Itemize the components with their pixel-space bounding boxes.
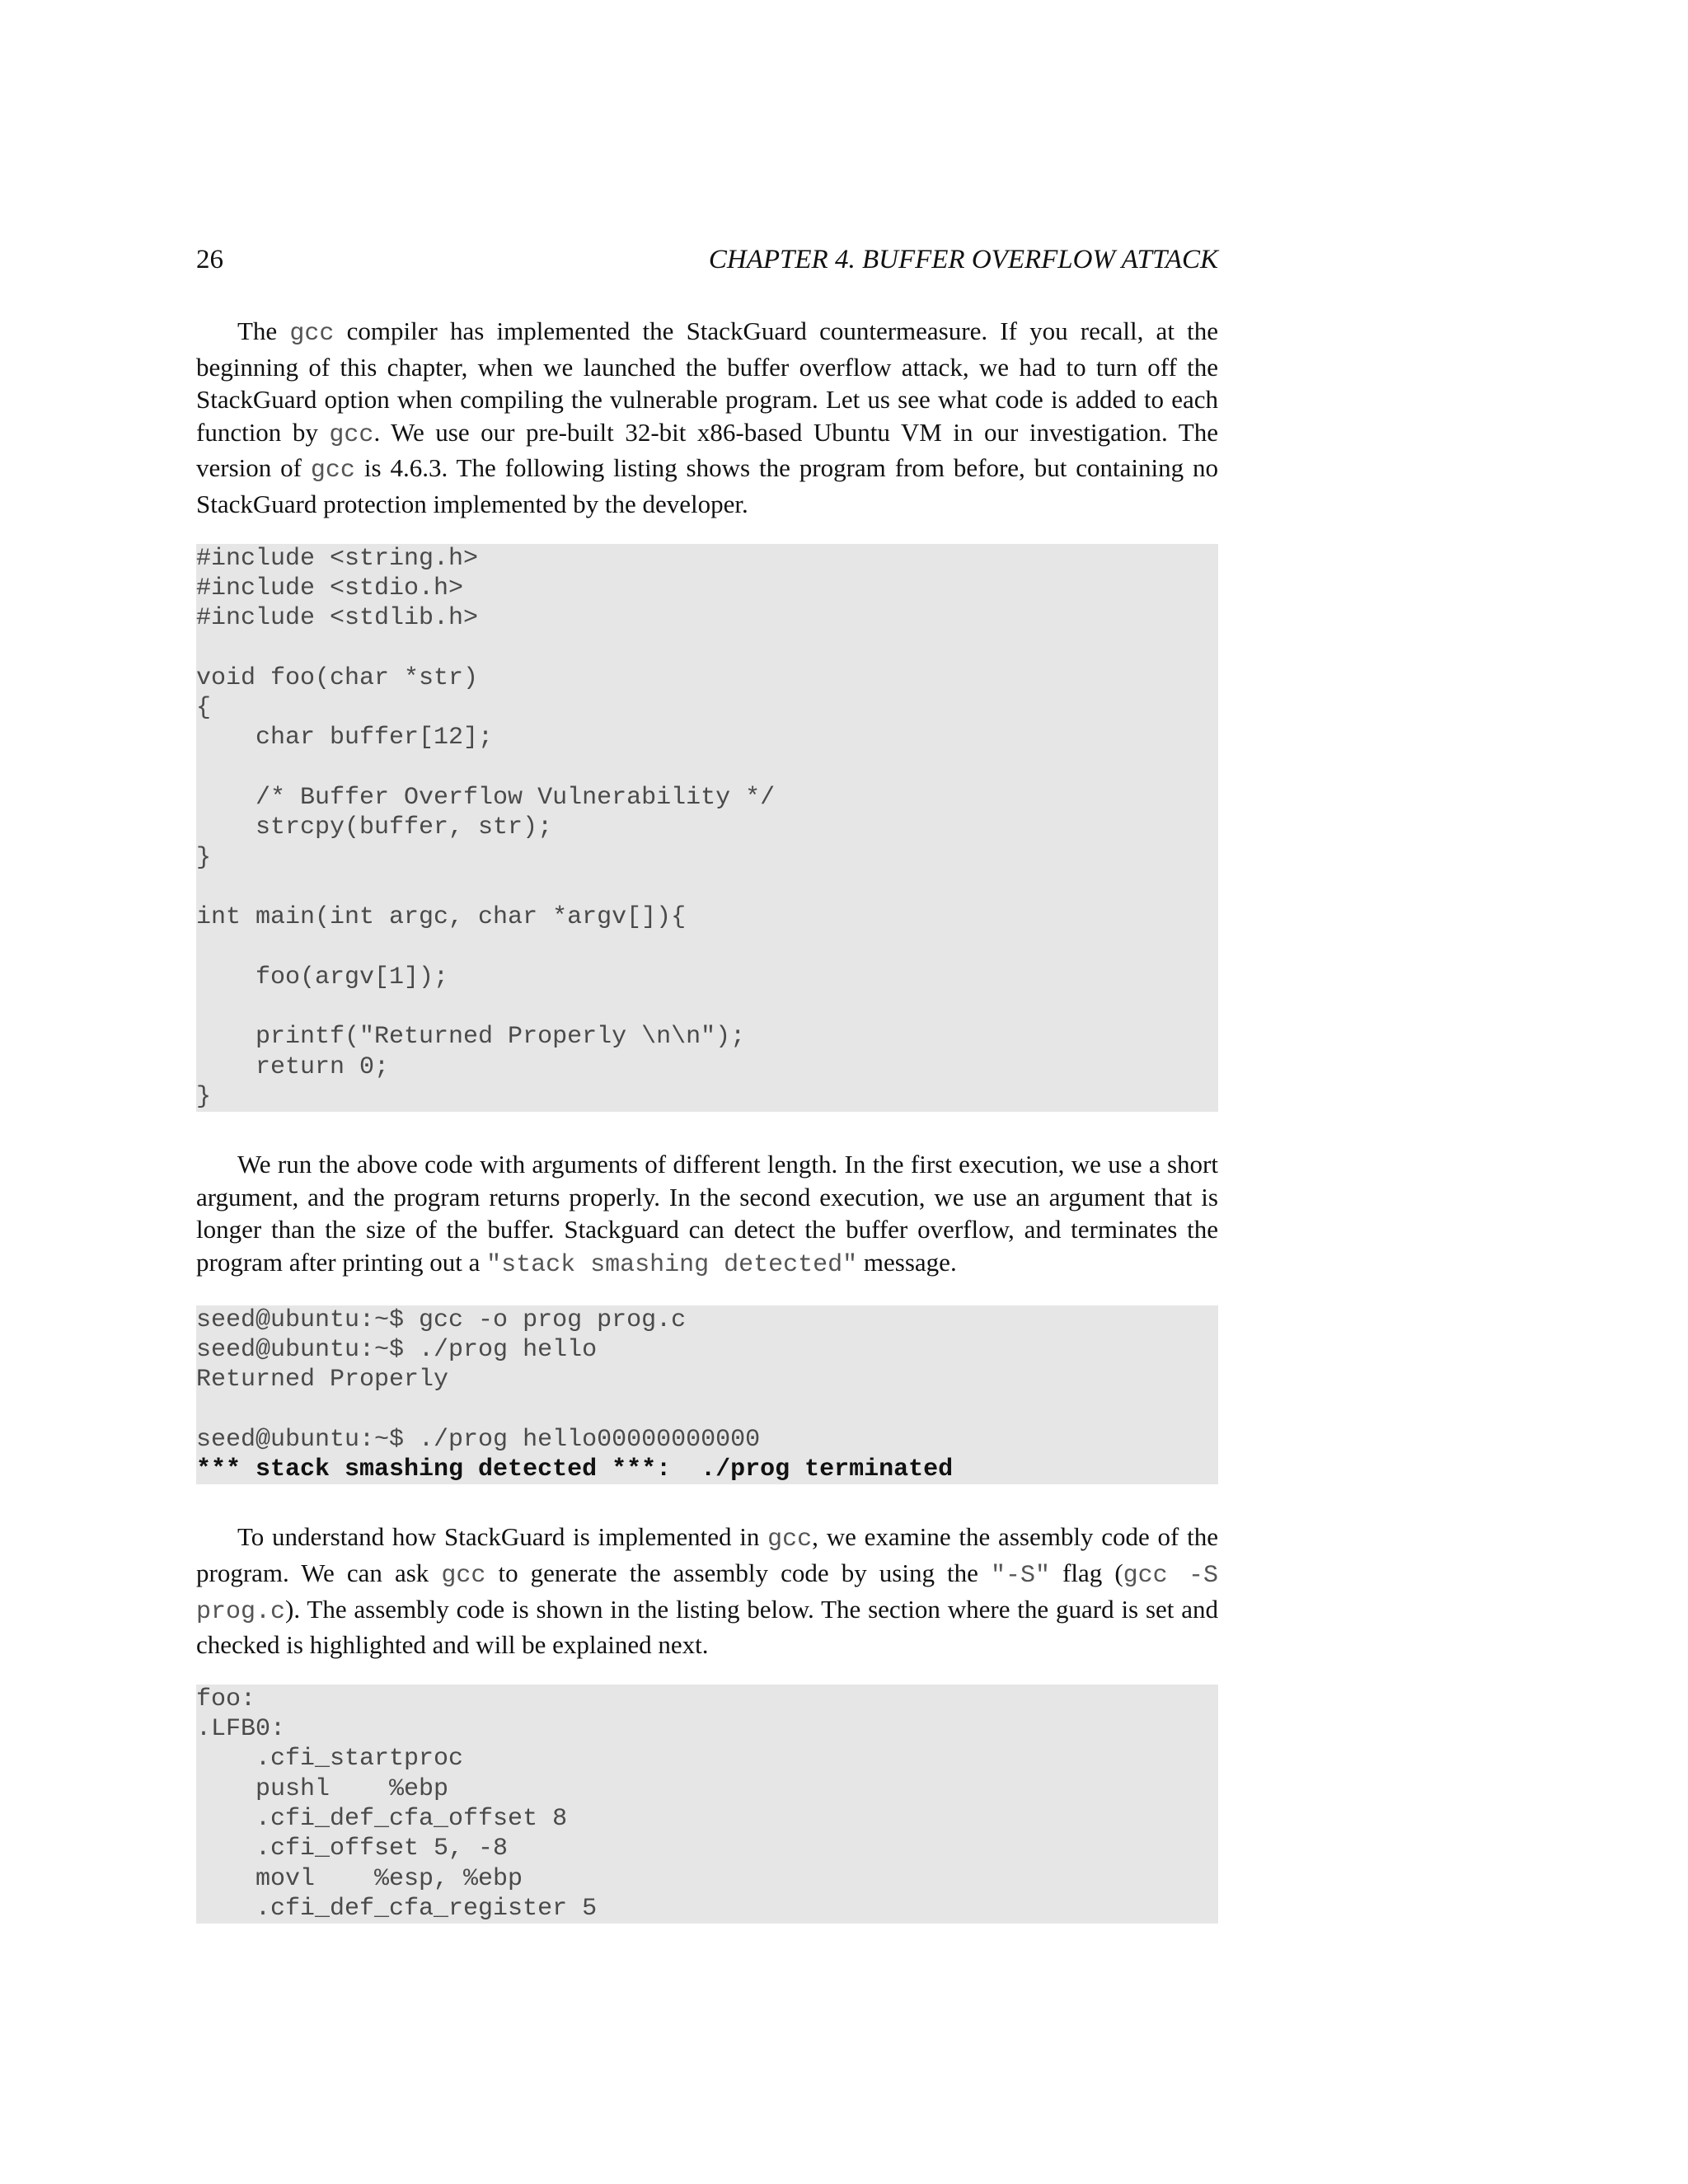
- code-line: }: [196, 1082, 212, 1111]
- code-line: pushl %ebp: [196, 1774, 449, 1803]
- code-line: [196, 753, 1218, 783]
- code-line-error: *** stack smashing detected ***: ./prog terminated: [196, 1455, 954, 1484]
- code-line: strcpy(buffer, str);: [196, 813, 553, 842]
- page-number: 26: [196, 245, 223, 274]
- chapter-title: CHAPTER 4. BUFFER OVERFLOW ATTACK: [708, 245, 1218, 274]
- code-line: [196, 1394, 1218, 1424]
- inline-code: gcc: [441, 1561, 486, 1590]
- code-line: seed@ubuntu:~$ ./prog hello: [196, 1335, 598, 1364]
- code-line: /* Buffer Overflow Vulnerability */: [196, 783, 776, 812]
- code-line: #include <stdlib.h>: [196, 604, 479, 633]
- inline-code: gcc: [289, 320, 335, 348]
- code-line: Returned Properly: [196, 1366, 449, 1394]
- code-line: .cfi_def_cfa_offset 8: [196, 1804, 568, 1833]
- code-line: seed@ubuntu:~$ gcc -o prog prog.c: [196, 1305, 687, 1334]
- text: We run the above code with arguments of different length. In the first execution, we use a short argument, and the program returns properly. In the second execution, we use an argument that is longer than the size of the buffer. Stackguard can detect the buffer overflow, and terminates the program after printing out a: [196, 1150, 1218, 1277]
- text: . We use our pre-built 32-bit x86-based Ubuntu VM in our investigation. The version of: [196, 417, 1218, 483]
- text: message.: [857, 1247, 957, 1277]
- inline-code: "stack smashing detected": [486, 1250, 858, 1279]
- code-line: printf("Returned Properly \n\n");: [196, 1023, 746, 1052]
- code-line: char buffer[12];: [196, 724, 494, 752]
- code-listing-c-program: [196, 544, 1218, 1113]
- text: To understand how StackGuard is implemented in: [237, 1522, 768, 1552]
- text: compiler has implemented the StackGuard countermeasure. If you recall, at the beginning of this chapter, when we launched the buffer overflow attack, we had to turn off the StackGuard option when compiling the vulnerable program. Let us see what code is added to each function by: [196, 316, 1218, 447]
- page: [196, 239, 1218, 1924]
- code-line: [196, 873, 1218, 902]
- inline-code: gcc -S prog.c: [196, 1561, 1218, 1626]
- paragraph-execution: [196, 1148, 1218, 1282]
- code-line: }: [196, 843, 212, 872]
- code-line: [196, 633, 1218, 663]
- paragraph-intro: [196, 315, 1218, 521]
- code-line: .cfi_offset 5, -8: [196, 1835, 509, 1863]
- text: ). The assembly code is shown in the listing below. The section where the guard is set and checked is highlighted and will be explained next.: [196, 1594, 1218, 1660]
- code-line: seed@ubuntu:~$ ./prog hello00000000000: [196, 1425, 761, 1454]
- code-line: [196, 932, 1218, 962]
- code-line: #include <stdio.h>: [196, 574, 464, 602]
- code-line: void foo(char *str): [196, 663, 479, 692]
- text: flag (: [1049, 1558, 1123, 1587]
- code-line: {: [196, 694, 212, 723]
- code-line: movl %esp, %ebp: [196, 1864, 523, 1893]
- code-line: #include <string.h>: [196, 544, 479, 573]
- code-line: .LFB0:: [196, 1715, 286, 1744]
- text: is 4.6.3. The following listing shows the program from before, but containing no StackGuard protection implemented by the developer.: [196, 453, 1218, 518]
- code-line: foo(argv[1]);: [196, 963, 449, 991]
- inline-code: gcc: [329, 420, 374, 449]
- running-header: [196, 239, 1218, 280]
- inline-code: gcc: [310, 457, 355, 485]
- inline-code: "-S": [990, 1561, 1050, 1590]
- code-line: return 0;: [196, 1052, 390, 1081]
- code-line: [196, 992, 1218, 1022]
- code-listing-assembly: [196, 1685, 1218, 1924]
- code-line: .cfi_startproc: [196, 1745, 464, 1774]
- paragraph-assembly: [196, 1521, 1218, 1661]
- text: The: [237, 316, 290, 345]
- text: to generate the assembly code by using the: [485, 1558, 991, 1587]
- code-line: foo:: [196, 1685, 256, 1713]
- code-listing-terminal: [196, 1305, 1218, 1485]
- inline-code: gcc: [767, 1526, 813, 1554]
- code-line: int main(int argc, char *argv[]){: [196, 903, 687, 932]
- text: , we examine the assembly code of the program. We can ask: [196, 1522, 1218, 1587]
- code-line: .cfi_def_cfa_register 5: [196, 1894, 598, 1923]
